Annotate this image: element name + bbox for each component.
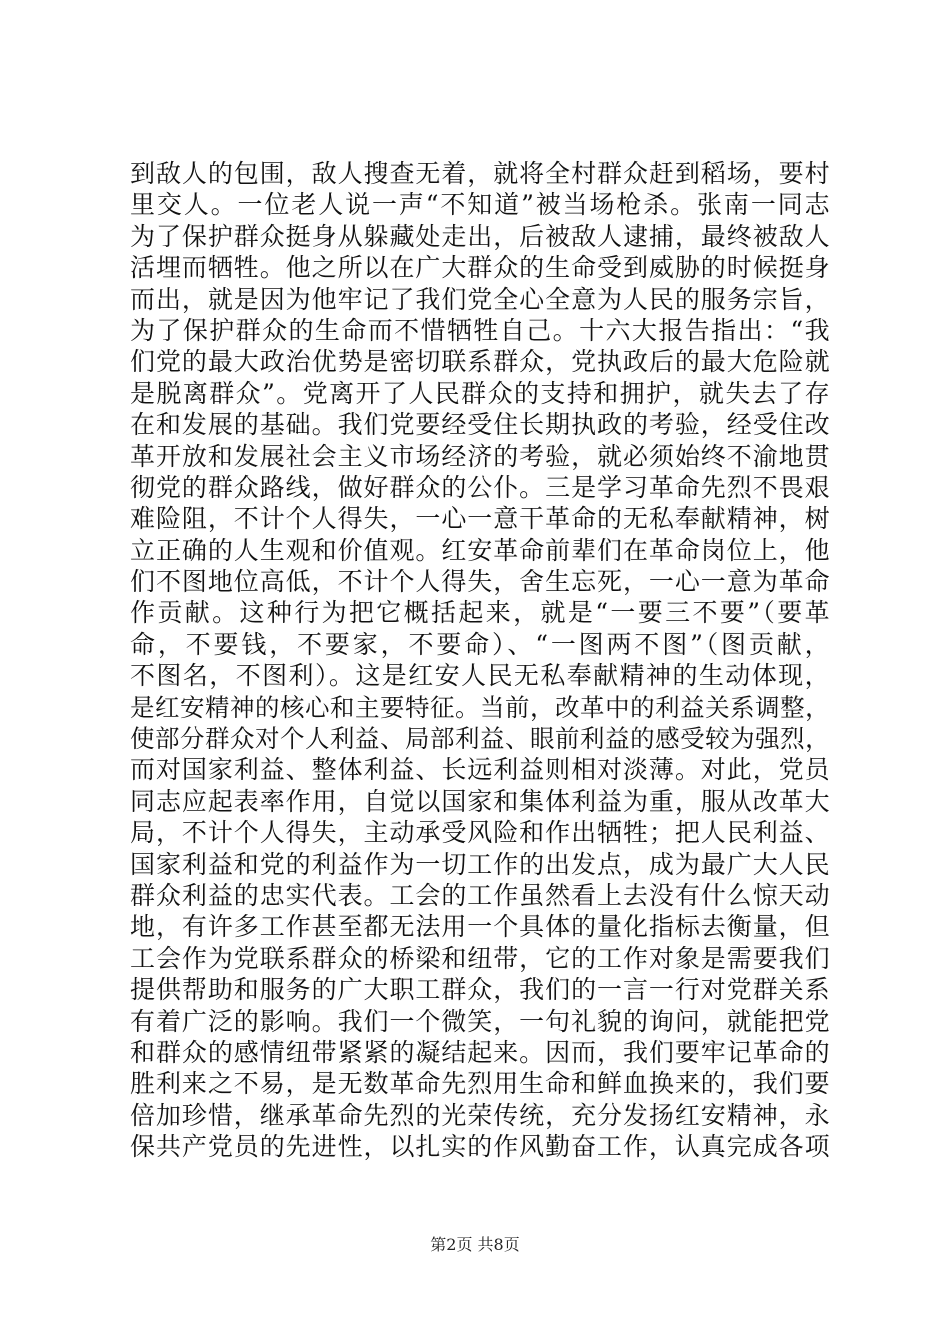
text-line: 里交人。一位老人说一声“不知道”被当场枪杀。张南一同志 (130, 190, 830, 220)
text-line: 活埋而牺牲。他之所以在广大群众的生命受到威胁的时候挺身 (130, 253, 830, 283)
text-line: 们不图地位高低，不计个人得失，舍生忘死，一心一意为革命 (130, 567, 830, 597)
text-line: 提供帮助和服务的广大职工群众，我们的一言一行对党群关系 (130, 975, 830, 1005)
text-line: 为了保护群众的生命而不惜牺牲自己。十六大报告指出：“我 (130, 315, 830, 345)
text-line: 局，不计个人得失，主动承受风险和作出牺牲；把人民利益、 (130, 818, 830, 848)
text-line: 们党的最大政治优势是密切联系群众，党执政后的最大危险就 (130, 347, 830, 377)
text-line: 为了保护群众挺身从躲藏处走出，后被敌人逮捕，最终被敌人 (130, 221, 830, 251)
text-line: 工会作为党联系群众的桥梁和纽带，它的工作对象是需要我们 (130, 943, 830, 973)
text-line: 保共产党员的先进性，以扎实的作风勤奋工作，认真完成各项 (130, 1132, 830, 1162)
page-footer: 第2页 共8页 (430, 1235, 520, 1254)
text-line: 到敌人的包围，敌人搜查无着，就将全村群众赶到稻场，要村 (130, 159, 830, 188)
text-line: 立正确的人生观和价值观。红安革命前辈们在革命岗位上，他 (130, 535, 830, 565)
text-line: 彻党的群众路线，做好群众的公仆。三是学习革命先烈不畏艰 (130, 472, 830, 502)
text-line: 使部分群众对个人利益、局部利益、眼前利益的感受较为强烈， (130, 724, 830, 754)
text-line: 同志应起表率作用，自觉以国家和集体利益为重，服从改革大 (130, 786, 830, 816)
text-line: 而对国家利益、整体利益、长远利益则相对淡薄。对此，党员 (130, 755, 830, 785)
text-line: 是红安精神的核心和主要特征。当前，改革中的利益关系调整， (130, 692, 830, 722)
text-line: 国家利益和党的利益作为一切工作的出发点，成为最广大人民 (130, 849, 830, 879)
text-line: 在和发展的基础。我们党要经受住长期执政的考验，经受住改 (130, 410, 830, 440)
text-line: 地，有许多工作甚至都无法用一个具体的量化指标去衡量，但 (130, 912, 830, 942)
text-line: 而出，就是因为他牢记了我们党全心全意为人民的服务宗旨， (130, 284, 830, 314)
text-line: 作贡献。这种行为把它概括起来，就是“一要三不要”（要革 (130, 598, 830, 628)
text-line: 胜利来之不易，是无数革命先烈用生命和鲜血换来的，我们要 (130, 1069, 830, 1099)
text-line: 命，不要钱，不要家，不要命）、“一图两不图”（图贡献， (130, 629, 830, 659)
text-line: 不图名，不图利）。这是红安人民无私奉献精神的生动体现， (130, 661, 830, 691)
text-line: 和群众的感情纽带紧紧的凝结起来。因而，我们要牢记革命的 (130, 1037, 830, 1067)
body-text (130, 158, 830, 1163)
text-line: 革开放和发展社会主义市场经济的考验，就必须始终不渝地贯 (130, 441, 830, 471)
text-line: 倍加珍惜，继承革命先烈的光荣传统，充分发扬红安精神，永 (130, 1100, 830, 1130)
text-line: 群众利益的忠实代表。工会的工作虽然看上去没有什么惊天动 (130, 880, 830, 910)
text-line: 有着广泛的影响。我们一个微笑，一句礼貌的询问，就能把党 (130, 1006, 830, 1036)
text-line: 难险阻，不计个人得失，一心一意干革命的无私奉献精神，树 (130, 504, 830, 534)
text-line: 是脱离群众”。党离开了人民群众的支持和拥护，就失去了存 (130, 378, 830, 408)
